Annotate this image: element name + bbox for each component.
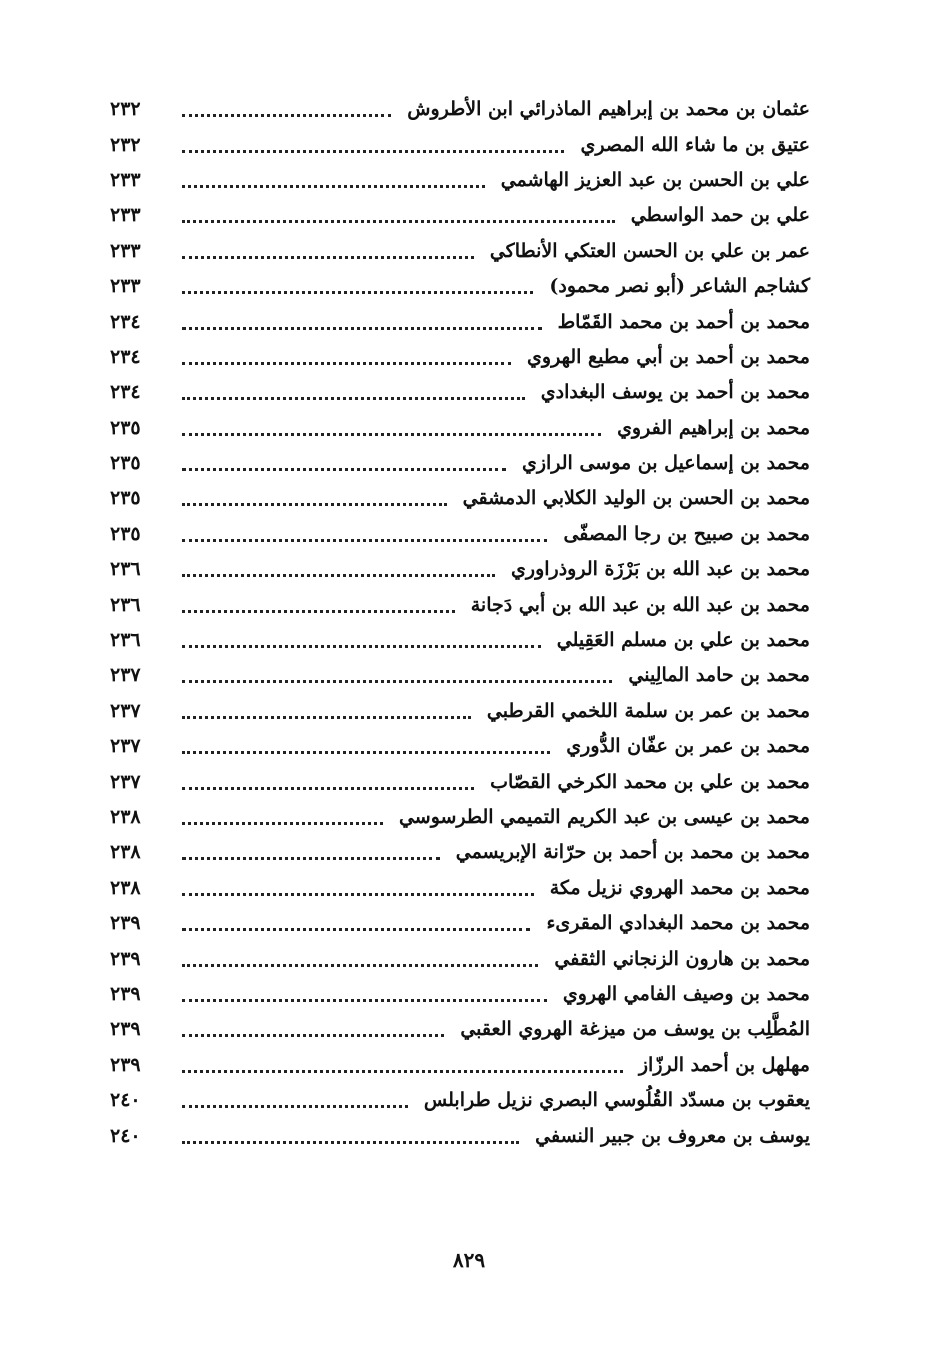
- dot-leader: [182, 114, 391, 117]
- dot-leader: [182, 610, 455, 613]
- index-entry: [110, 694, 810, 729]
- index-entry: [110, 481, 810, 516]
- index-entry: [110, 92, 810, 127]
- entry-title: محمد بن وصيف الفامي الهروي: [562, 982, 810, 1005]
- entry-page-number: ٢٣٨: [110, 876, 141, 899]
- entry-page-number: ٢٣٩: [110, 1018, 141, 1041]
- index-entry: [110, 517, 810, 552]
- entry-title: عمر بن علي بن الحسن العتكي الأنطاكي: [489, 239, 810, 262]
- dot-leader: [182, 150, 564, 153]
- entry-page-number: ٢٣٥: [110, 487, 141, 510]
- dot-leader: [182, 256, 474, 259]
- index-entry: [110, 304, 810, 339]
- index-entry: [110, 800, 810, 835]
- index-entry: [110, 764, 810, 799]
- dot-leader: [182, 397, 525, 400]
- entry-page-number: ٢٣٦: [110, 629, 141, 652]
- index-entry: [110, 658, 810, 693]
- entry-page-number: ٢٣٨: [110, 841, 141, 864]
- index-entry: [110, 1048, 810, 1083]
- entry-title: يعقوب بن مسدّد القُلُوسي البصري نزيل طرابلس: [423, 1089, 810, 1112]
- entry-title: عثمان بن محمد بن إبراهيم الماذرائي ابن الأطروش: [407, 98, 810, 121]
- entry-title: محمد بن أحمد بن محمد القَمّاط: [557, 310, 810, 333]
- entry-page-number: ٢٣٩: [110, 947, 141, 970]
- entry-page-number: ٢٣٦: [110, 558, 141, 581]
- entry-page-number: ٢٣٥: [110, 416, 141, 439]
- entry-page-number: ٢٤٠: [110, 1089, 141, 1112]
- index-entry: [110, 941, 810, 976]
- entry-title: محمد بن إبراهيم الفروي: [617, 416, 810, 439]
- index-entry: [110, 163, 810, 198]
- index-entry: [110, 1083, 810, 1118]
- dot-leader: [182, 433, 601, 436]
- dot-leader: [182, 716, 471, 719]
- entry-title: محمد بن الحسن بن الوليد الكلابي الدمشقي: [462, 487, 810, 510]
- entry-title: محمد بن أحمد بن يوسف البغدادي: [540, 381, 810, 404]
- entry-page-number: ٢٣٣: [110, 204, 141, 227]
- dot-leader: [182, 1105, 408, 1108]
- entry-title: يوسف بن معروف بن جبير النسفي: [535, 1124, 810, 1147]
- entry-title: عتيق بن ما شاء الله المصري: [580, 133, 810, 156]
- index-entry: [110, 906, 810, 941]
- entry-title: محمد بن هارون الزنجاني الثقفي: [554, 947, 810, 970]
- page-number: ٨٢٩: [452, 1248, 486, 1272]
- index-entry: [110, 1012, 810, 1047]
- entry-title: كشاجم الشاعر (أبو نصر محمود): [549, 275, 810, 298]
- dot-leader: [182, 291, 533, 294]
- dot-leader: [182, 751, 550, 754]
- entry-page-number: ٢٣٥: [110, 452, 141, 475]
- index-entry: [110, 552, 810, 587]
- index-entry: [110, 269, 810, 304]
- dot-leader: [182, 468, 506, 471]
- entry-title: محمد بن عمر بن سلمة اللخمي القرطبي: [486, 699, 810, 722]
- index-entry: [110, 835, 810, 870]
- entry-page-number: ٢٣٣: [110, 239, 141, 262]
- index-entry: [110, 198, 810, 233]
- dot-leader: [182, 327, 542, 330]
- dot-leader: [182, 680, 612, 683]
- dot-leader: [182, 928, 530, 931]
- dot-leader: [182, 1034, 444, 1037]
- entry-title: محمد بن محمد الهروي نزيل مكة: [549, 876, 810, 899]
- entry-page-number: ٢٣٥: [110, 522, 141, 545]
- dot-leader: [182, 822, 383, 825]
- entry-title: محمد بن أحمد بن أبي مطيع الهروي: [527, 345, 810, 368]
- index-entry: [110, 729, 810, 764]
- entry-page-number: ٢٣٤: [110, 310, 141, 333]
- entry-page-number: ٢٣٤: [110, 381, 141, 404]
- entry-title: محمد بن علي بن مسلم العَقِيلي: [556, 629, 810, 652]
- entry-page-number: ٢٣٤: [110, 345, 141, 368]
- index-entry: [110, 340, 810, 375]
- dot-leader: [182, 1070, 623, 1073]
- entry-title: المُطَّلِب بن يوسف من ميزغة الهروي العقبي: [460, 1018, 810, 1041]
- dot-leader: [182, 964, 538, 967]
- entry-title: علي بن حمد الواسطي: [630, 204, 810, 227]
- index-list: [110, 92, 810, 1154]
- entry-page-number: ٢٣٧: [110, 699, 141, 722]
- dot-leader: [182, 539, 547, 542]
- entry-title: محمد بن عبد الله بن عبد الله بن أبي دَجانة: [470, 593, 810, 616]
- entry-title: محمد بن عيسى بن عبد الكريم التميمي الطرسوسي: [398, 806, 810, 828]
- dot-leader: [182, 185, 485, 188]
- entry-page-number: ٢٣٨: [110, 806, 141, 828]
- entry-page-number: ٢٣٧: [110, 735, 141, 758]
- entry-title: محمد بن عمر بن عفّان الدُّوري: [566, 735, 810, 758]
- entry-page-number: ٢٣٢: [110, 98, 141, 121]
- dot-leader: [182, 787, 474, 790]
- dot-leader: [182, 1141, 519, 1144]
- entry-title: محمد بن إسماعيل بن موسى الرازي: [521, 452, 810, 475]
- entry-title: محمد بن عبد الله بن بَرْزَة الروذراوري: [511, 558, 810, 581]
- dot-leader: [182, 857, 440, 860]
- entry-page-number: ٢٤٠: [110, 1124, 141, 1147]
- entry-title: محمد بن محمد بن أحمد بن حرّانة الإبريسمي: [455, 841, 810, 864]
- dot-leader: [182, 645, 541, 648]
- entry-title: مهلهل بن أحمد الرزّاز: [638, 1053, 810, 1076]
- entry-page-number: ٢٣٣: [110, 275, 141, 298]
- entry-page-number: ٢٣٢: [110, 133, 141, 156]
- entry-page-number: ٢٣٩: [110, 912, 141, 935]
- dot-leader: [182, 893, 534, 896]
- entry-title: علي بن الحسن بن عبد العزيز الهاشمي: [500, 168, 810, 191]
- index-entry: [110, 871, 810, 906]
- index-entry: [110, 977, 810, 1012]
- entry-page-number: ٢٣٧: [110, 770, 141, 793]
- index-entry: [110, 411, 810, 446]
- entry-page-number: ٢٣٩: [110, 1053, 141, 1076]
- entry-page-number: ٢٣٩: [110, 982, 141, 1005]
- dot-leader: [182, 220, 615, 223]
- index-entry: [110, 446, 810, 481]
- index-entry: [110, 127, 810, 162]
- index-entry: [110, 375, 810, 410]
- entry-title: محمد بن حامد المالِيني: [628, 664, 810, 687]
- entry-title: محمد بن صبيح بن رجا المصفّى: [563, 522, 810, 545]
- index-entry: [110, 623, 810, 658]
- dot-leader: [182, 574, 495, 577]
- entry-page-number: ٢٣٣: [110, 168, 141, 191]
- entry-page-number: ٢٣٧: [110, 664, 141, 687]
- dot-leader: [182, 362, 511, 365]
- index-entry: [110, 587, 810, 622]
- entry-page-number: ٢٣٦: [110, 593, 141, 616]
- index-entry: [110, 1118, 810, 1153]
- entry-title: محمد بن علي بن محمد الكرخي القصّاب: [490, 770, 810, 793]
- index-entry: [110, 234, 810, 269]
- dot-leader: [182, 999, 547, 1002]
- dot-leader: [182, 503, 447, 506]
- entry-title: محمد بن محمد البغدادي المقرىء: [546, 912, 810, 935]
